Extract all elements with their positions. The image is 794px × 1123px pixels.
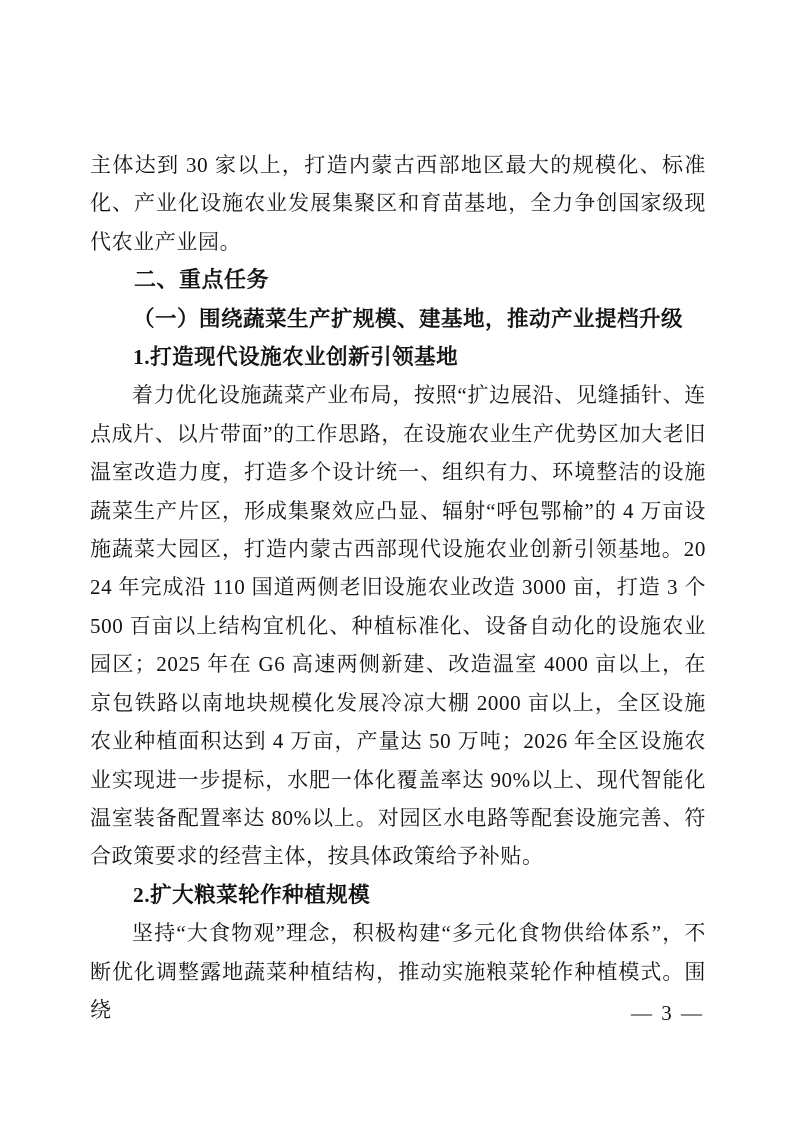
page-number: — 3 —	[631, 1001, 704, 1025]
page-footer	[631, 1000, 704, 1026]
item1-paragraph: 着力优化设施蔬菜产业布局，按照“扩边展沿、见缝插针、连点成片、以片带面”的工作思路，在设施农业生产优势区加大老旧温室改造力度，打造多个设计统一、组织有力、环境整洁的设施蔬菜生产片区，形成集聚效应凸显、辐射“呼包鄂榆”的 4 万亩设施蔬菜大园区，打造内蒙古西部现代设施农业创新引领基地。2024 年完成沿 110 国道两侧老旧设施农业改造 3000 亩，打造 3 个 500 百亩以上结构宜机化、种植标准化、设备自动化的设施农业园区；2025 年在 G6 高速两侧新建、改造温室 4000 亩以上，在京包铁路以南地块规模化发展冷凉大棚 2000 亩以上，全区设施农业种植面积达到 4 万亩，产量达 50 万吨；2026 年全区设施农业实现进一步提标，水肥一体化覆盖率达 90%以上、现代智能化温室装备配置率达 80%以上。对园区水电路等配套设施完善、符合政策要求的经营主体，按具体政策给予补贴。	[90, 383, 706, 869]
item1-heading: 1.打造现代设施农业创新引领基地	[133, 345, 459, 370]
subsection-heading: （一）围绕蔬菜生产扩规模、建基地，推动产业提档升级	[133, 306, 684, 331]
intro-paragraph: 主体达到 30 家以上，打造内蒙古西部地区最大的规模化、标准化、产业化设施农业发展集聚区和育苗基地，全力争创国家级现代农业产业园。	[90, 153, 706, 254]
section-heading: 二、重点任务	[134, 267, 270, 293]
item2-paragraph: 坚持“大食物观”理念，积极构建“多元化食物供给体系”，不断优化调整露地蔬菜种植结构，推动实施粮菜轮作种植模式。围绕	[90, 921, 706, 1022]
document-content	[90, 146, 706, 1029]
item2-heading: 2.扩大粮菜轮作种植规模	[133, 882, 371, 907]
